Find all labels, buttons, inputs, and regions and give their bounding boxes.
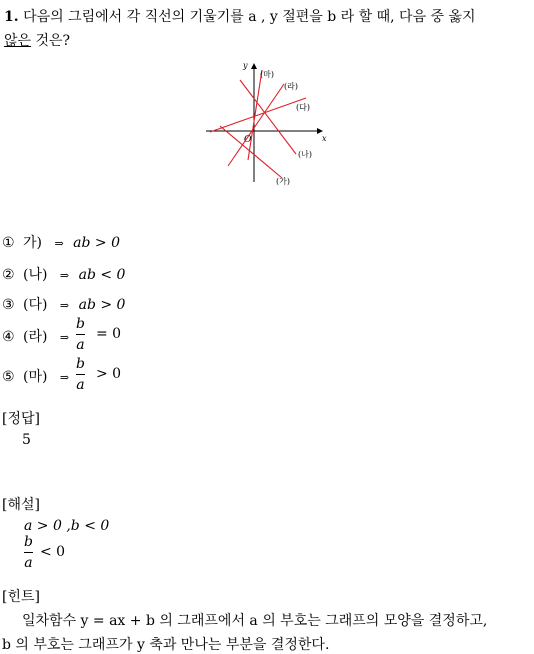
hint-header: [힌트] [2, 589, 40, 605]
option-label: (마) [23, 369, 48, 385]
explanation-line-1: a > 0 ,b < 0 [24, 518, 110, 534]
frac-denominator: a [24, 555, 33, 571]
implies-arrow: ⇒ [54, 237, 64, 250]
implies-arrow: ⇒ [59, 269, 70, 282]
question-text: 다음의 그림에서 각 직선의 기울기를 a , y 절편을 b 라 할 때, 다음 중 옳지 [23, 9, 476, 25]
option-label: (다) [23, 297, 48, 313]
option-5-fraction [76, 356, 85, 393]
frac-denominator: a [76, 377, 85, 393]
answer-value: 5 [22, 432, 31, 448]
option-4-relation: = 0 [96, 326, 122, 342]
x-axis-label: x [322, 134, 327, 143]
frac-denominator: a [76, 337, 85, 353]
y-axis-label: y [243, 61, 248, 70]
line-ma [248, 70, 262, 160]
answer-header: [정답] [2, 411, 40, 427]
graph-figure [200, 56, 340, 196]
implies-arrow: ⇒ [59, 331, 70, 344]
hint-line-2: b 의 부호는 그래프가 y 축과 만나는 부분을 결정한다. [2, 637, 330, 653]
option-condition: ab < 0 [78, 267, 126, 283]
option-1[interactable] [2, 232, 120, 252]
explanation-header: [해설] [2, 497, 40, 513]
frac-numerator: b [76, 316, 85, 332]
frac-numerator: b [24, 534, 33, 550]
label-ma: (마) [260, 70, 274, 79]
question-line-2 [4, 30, 70, 50]
question-underlined-word: 않은 [4, 33, 32, 49]
origin-label: O [244, 135, 252, 145]
frac-numerator: b [76, 356, 85, 372]
implies-arrow: ⇒ [59, 371, 70, 384]
label-ga: (가) [276, 177, 290, 186]
hint-line-1: 일차함수 y = ax + b 의 그래프에서 a 의 부호는 그래프의 모양을 결정하고, [22, 613, 488, 629]
line-ga [220, 126, 282, 178]
option-4[interactable] [2, 326, 74, 346]
option-label: 가) [23, 235, 43, 251]
label-da: (다) [296, 103, 310, 112]
explanation-fraction [24, 534, 33, 571]
option-marker: ③ [2, 297, 15, 313]
option-5-relation: > 0 [96, 366, 122, 382]
option-condition: ab > 0 [78, 297, 126, 313]
label-na: (나) [298, 150, 312, 159]
option-marker: ④ [2, 329, 15, 345]
option-label: (라) [23, 329, 48, 345]
option-label: (나) [23, 267, 48, 283]
option-2[interactable] [2, 264, 125, 284]
question-text-tail: 것은? [31, 33, 71, 49]
option-condition: ab > 0 [73, 235, 120, 251]
line-ra [228, 84, 284, 166]
question-number: 1. [4, 9, 19, 25]
option-marker: ① [2, 235, 15, 251]
explanation-relation: < 0 [40, 544, 66, 560]
option-5[interactable] [2, 366, 74, 386]
option-marker: ② [2, 267, 15, 283]
question-line-1 [4, 6, 476, 26]
option-4-fraction [76, 316, 85, 353]
option-3[interactable] [2, 294, 125, 314]
option-marker: ⑤ [2, 369, 15, 385]
label-ra: (라) [284, 82, 298, 91]
implies-arrow: ⇒ [59, 299, 70, 312]
